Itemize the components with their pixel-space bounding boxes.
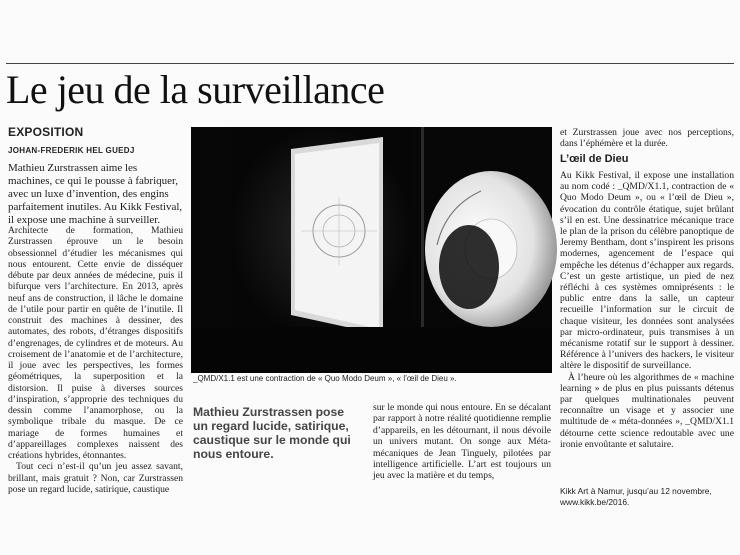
column-1-paragraph-2: Tout ceci n’est-il qu’un jeu assez savant, brillant, mais gratuit ? Non, car Zurstrassen pose un regard lucide, satirique, caustique [8, 461, 183, 495]
column-1-paragraph-1: Architecte de formation, Mathieu Zurstrassen éprouve un le besoin obsessionnel d’étudier les mécanismes qui nous entourent. Cette envie de disséquer débute par deux années de médecine, puis il bifurque vers l’architecture. En 2013, après neuf ans de construction, il lâche le domaine de l’utile pour partir en quête de l’inutile. Il construit des machines à dessiner, des automates, des robots, d’étranges dispositifs d’engrenages, de cylindres et de moteurs. Au croisement de l’anatomie et de l’architecture, il joue avec les perspectives, les formes géométriques, la superposition et la distorsion. Il puise à diverses sources d’inspiration, s’approprie des techniques du dessin comme l’anamorphose, ou la symbolique tribale du masque. De ce mariage de formes humaines et d’appareillages complexes naissent des créations hybrides, étonnantes. [8, 225, 183, 461]
subheading: L’œil de Dieu [560, 153, 629, 165]
column-4-paragraph-2: À l’heure où les algorithmes de « machine learning » de plus en plus puissants détenus par quelques multinationales peuvent reconnaître un visage et y associer une multitude de « méta-données », _QMD/X1.1 détourne cette science redoutable avec une ironie envoûtante et salutaire. [560, 371, 734, 450]
column-4-continuation: et Zurstrassen joue avec nos perceptions, dans l’éphémère et la durée. [560, 127, 734, 150]
headline: Le jeu de la surveillance [6, 67, 385, 112]
byline: JOHAN-FREDERIK HEL GUEDJ [8, 146, 135, 155]
rotating-disc [425, 171, 557, 327]
top-rule [6, 63, 734, 64]
column-1 [8, 225, 183, 495]
practical-info-line-2: www.kikk.be/2016. [560, 497, 630, 507]
practical-info [560, 486, 734, 508]
photo-credit: © MARIE DU CHASTEL KIKK [729, 267, 735, 348]
column-4-paragraph-1: Au Kikk Festival, il expose une installation au nom codé : _QMD/X1.1, contraction de « Quo Modo Deum », ou « l’œil de Dieu », évocation du contrôle étatique, sujet brûlant s’il en est. Une dessinatrice mécanique trace le plan de la prison du célèbre panoptique de Jeremy Bentham, dont s’inspirent les prisons modernes, agencement de l’espace qui empêche les détenus d’échapper aux regards. C’est un geste artistique, un pied de nez réfléchi à ces systèmes omniprésents : le public entre dans la salle, un capteur recueille l’information sur le circuit de chaque visiteur, les données sont analysées par micro-ordinateur, puis transmises à un mécanisme rotatif sur le support à dessiner. Référence à l’univers des hackers, le visiteur altère le dispositif de surveillance. [560, 170, 734, 372]
installation-photo-illustration [191, 127, 552, 373]
photo-caption: _QMD/X1.1 est une contraction de « Quo Modo Deum », « l’œil de Dieu ». [193, 374, 457, 383]
pull-quote: Mathieu Zurstrassen pose un regard lucide, satirique, caustique sur le monde qui nous entoure. [193, 405, 351, 461]
column-4 [560, 170, 734, 450]
framed-drawing [291, 137, 383, 335]
column-3: sur le monde qui nous entoure. En se décalant par rapport à notre réalité quotidienne remplie d’appareils, en les détournant, il nous dévoile un univers mutant. On songe aux Méta-mécaniques de Jean Tinguely, pilotées par intelligence artificielle. L’art est toujours un jeu avec la matière et du temps, [373, 402, 551, 482]
practical-info-line-1: Kikk Art à Namur, jusqu’au 12 novembre, [560, 486, 712, 496]
chapo-intro: Mathieu Zurstrassen aime les machines, ce qui le pousse à fabriquer, avec un luxe d’invention, des engins parfaitement inutiles. Au Kikk Festival, il expose une machine à surveiller. [8, 162, 183, 226]
section-label: EXPOSITION [8, 125, 84, 139]
